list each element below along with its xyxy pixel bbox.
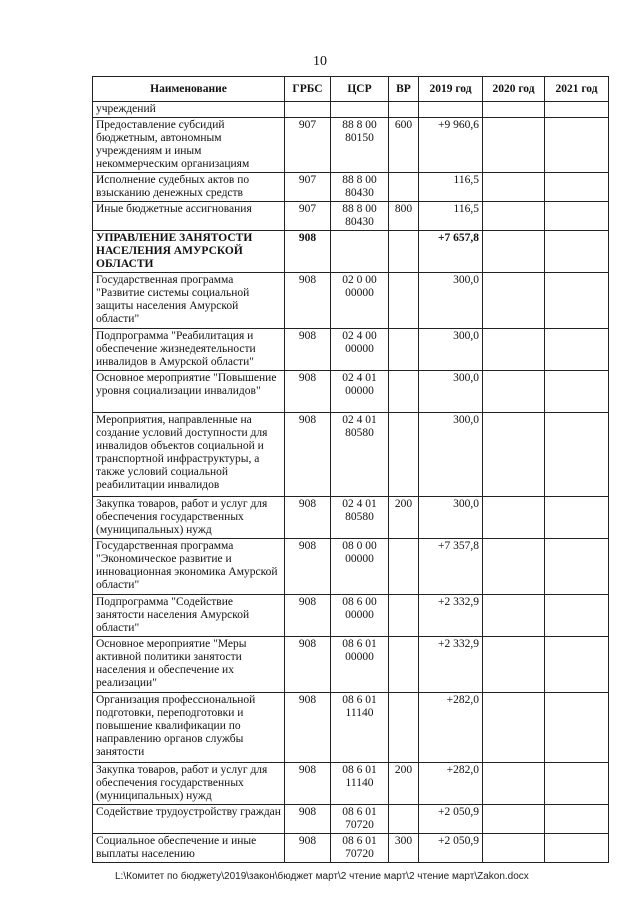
table-row bbox=[93, 231, 609, 273]
cell-name: Мероприятия, направленные на создание условий доступности для инвалидов объектов социальной и транспортной инфраструктуры, а также условий социальной реабилитации инвалидов bbox=[93, 413, 285, 497]
cell-grbs: 908 bbox=[285, 413, 331, 497]
cell-2020 bbox=[483, 371, 545, 413]
cell-vr bbox=[389, 637, 419, 693]
cell-name: Предоставление субсидий бюджетным, автономным учреждениям и иным некоммерческим организациям bbox=[93, 118, 285, 173]
cell-grbs: 908 bbox=[285, 763, 331, 805]
cell-grbs: 908 bbox=[285, 371, 331, 413]
table-row bbox=[93, 102, 609, 118]
cell-name: Подпрограмма "Содействие занятости населения Амурской области" bbox=[93, 595, 285, 637]
cell-vr: 600 bbox=[389, 118, 419, 173]
cell-2021 bbox=[545, 763, 609, 805]
cell-csr bbox=[331, 231, 389, 273]
cell-2020 bbox=[483, 693, 545, 763]
cell-name: учреждений bbox=[93, 102, 285, 118]
table-row bbox=[93, 763, 609, 805]
cell-grbs bbox=[285, 102, 331, 118]
table-row bbox=[93, 805, 609, 834]
cell-2019: 116,5 bbox=[419, 173, 483, 202]
cell-2020 bbox=[483, 102, 545, 118]
table-row bbox=[93, 273, 609, 329]
cell-2019: 300,0 bbox=[419, 413, 483, 497]
cell-2020 bbox=[483, 595, 545, 637]
cell-vr bbox=[389, 595, 419, 637]
table-row bbox=[93, 497, 609, 539]
cell-csr: 88 8 00 80150 bbox=[331, 118, 389, 173]
cell-2021 bbox=[545, 102, 609, 118]
cell-2019 bbox=[419, 102, 483, 118]
table-row bbox=[93, 637, 609, 693]
cell-csr: 02 4 01 00000 bbox=[331, 371, 389, 413]
cell-2019: 300,0 bbox=[419, 497, 483, 539]
cell-vr bbox=[389, 231, 419, 273]
cell-csr: 02 4 01 80580 bbox=[331, 497, 389, 539]
cell-grbs: 908 bbox=[285, 595, 331, 637]
cell-2020 bbox=[483, 763, 545, 805]
header-2021: 2021 год bbox=[545, 77, 609, 102]
cell-grbs: 907 bbox=[285, 202, 331, 231]
cell-csr bbox=[331, 102, 389, 118]
cell-vr bbox=[389, 102, 419, 118]
cell-csr: 08 6 01 11140 bbox=[331, 763, 389, 805]
cell-vr: 800 bbox=[389, 202, 419, 231]
cell-2020 bbox=[483, 539, 545, 595]
cell-2019: +9 960,6 bbox=[419, 118, 483, 173]
cell-2019: +2 050,9 bbox=[419, 834, 483, 863]
cell-2019: 300,0 bbox=[419, 371, 483, 413]
cell-vr bbox=[389, 273, 419, 329]
cell-vr bbox=[389, 413, 419, 497]
cell-2019: +7 357,8 bbox=[419, 539, 483, 595]
cell-2021 bbox=[545, 173, 609, 202]
cell-2020 bbox=[483, 834, 545, 863]
cell-vr bbox=[389, 805, 419, 834]
cell-name: Подпрограмма "Реабилитация и обеспечение жизнедеятельности инвалидов в Амурской области" bbox=[93, 329, 285, 371]
cell-2020 bbox=[483, 329, 545, 371]
cell-2020 bbox=[483, 273, 545, 329]
budget-table bbox=[92, 76, 609, 863]
cell-2021 bbox=[545, 231, 609, 273]
cell-csr: 02 4 00 00000 bbox=[331, 329, 389, 371]
cell-2019: 116,5 bbox=[419, 202, 483, 231]
table-row bbox=[93, 693, 609, 763]
cell-name: Исполнение судебных актов по взысканию денежных средств bbox=[93, 173, 285, 202]
cell-name: Государственная программа "Экономическое развитие и инновационная экономика Амурской области" bbox=[93, 539, 285, 595]
header-2020: 2020 год bbox=[483, 77, 545, 102]
cell-2019: +282,0 bbox=[419, 693, 483, 763]
table-body bbox=[93, 102, 609, 863]
cell-vr bbox=[389, 173, 419, 202]
cell-2021 bbox=[545, 595, 609, 637]
cell-name: УПРАВЛЕНИЕ ЗАНЯТОСТИ НАСЕЛЕНИЯ АМУРСКОЙ ОБЛАСТИ bbox=[93, 231, 285, 273]
cell-2019: +2 332,9 bbox=[419, 595, 483, 637]
cell-2019: +2 332,9 bbox=[419, 637, 483, 693]
cell-2021 bbox=[545, 497, 609, 539]
cell-vr: 200 bbox=[389, 763, 419, 805]
cell-csr: 08 0 00 00000 bbox=[331, 539, 389, 595]
cell-csr: 02 0 00 00000 bbox=[331, 273, 389, 329]
header-vr: ВР bbox=[389, 77, 419, 102]
cell-2021 bbox=[545, 329, 609, 371]
cell-grbs: 908 bbox=[285, 693, 331, 763]
cell-grbs: 908 bbox=[285, 805, 331, 834]
cell-csr: 08 6 01 70720 bbox=[331, 805, 389, 834]
cell-vr: 300 bbox=[389, 834, 419, 863]
table-row bbox=[93, 834, 609, 863]
cell-vr bbox=[389, 371, 419, 413]
cell-2019: 300,0 bbox=[419, 273, 483, 329]
cell-2020 bbox=[483, 805, 545, 834]
cell-vr: 200 bbox=[389, 497, 419, 539]
table-row bbox=[93, 413, 609, 497]
cell-2021 bbox=[545, 202, 609, 231]
table-row bbox=[93, 539, 609, 595]
cell-2021 bbox=[545, 413, 609, 497]
cell-name: Иные бюджетные ассигнования bbox=[93, 202, 285, 231]
cell-2021 bbox=[545, 637, 609, 693]
table-row bbox=[93, 595, 609, 637]
cell-2019: +7 657,8 bbox=[419, 231, 483, 273]
cell-2020 bbox=[483, 637, 545, 693]
cell-2020 bbox=[483, 173, 545, 202]
cell-2019: 300,0 bbox=[419, 329, 483, 371]
header-grbs: ГРБС bbox=[285, 77, 331, 102]
cell-grbs: 907 bbox=[285, 173, 331, 202]
cell-name: Социальное обеспечение и иные выплаты населению bbox=[93, 834, 285, 863]
cell-csr: 02 4 01 80580 bbox=[331, 413, 389, 497]
cell-2021 bbox=[545, 371, 609, 413]
cell-grbs: 908 bbox=[285, 231, 331, 273]
cell-vr bbox=[389, 539, 419, 595]
table-row bbox=[93, 329, 609, 371]
cell-csr: 08 6 00 00000 bbox=[331, 595, 389, 637]
cell-2020 bbox=[483, 202, 545, 231]
header-csr: ЦСР bbox=[331, 77, 389, 102]
cell-grbs: 908 bbox=[285, 329, 331, 371]
cell-2020 bbox=[483, 497, 545, 539]
cell-csr: 08 6 01 00000 bbox=[331, 637, 389, 693]
cell-2020 bbox=[483, 413, 545, 497]
cell-name: Государственная программа "Развитие системы социальной защиты населения Амурской области" bbox=[93, 273, 285, 329]
table-header-row bbox=[93, 77, 609, 102]
header-name: Наименование bbox=[93, 77, 285, 102]
table-row bbox=[93, 371, 609, 413]
cell-name: Содействие трудоустройству граждан bbox=[93, 805, 285, 834]
cell-2021 bbox=[545, 805, 609, 834]
cell-grbs: 908 bbox=[285, 834, 331, 863]
cell-2020 bbox=[483, 231, 545, 273]
table-row bbox=[93, 202, 609, 231]
cell-name: Закупка товаров, работ и услуг для обеспечения государственных (муниципальных) нужд bbox=[93, 763, 285, 805]
cell-csr: 88 8 00 80430 bbox=[331, 173, 389, 202]
cell-csr: 88 8 00 80430 bbox=[331, 202, 389, 231]
cell-vr bbox=[389, 693, 419, 763]
table-row bbox=[93, 118, 609, 173]
cell-grbs: 908 bbox=[285, 539, 331, 595]
cell-grbs: 908 bbox=[285, 637, 331, 693]
cell-2021 bbox=[545, 118, 609, 173]
cell-grbs: 908 bbox=[285, 497, 331, 539]
table-row bbox=[93, 173, 609, 202]
cell-2021 bbox=[545, 273, 609, 329]
cell-2021 bbox=[545, 539, 609, 595]
cell-grbs: 908 bbox=[285, 273, 331, 329]
cell-2021 bbox=[545, 834, 609, 863]
cell-csr: 08 6 01 70720 bbox=[331, 834, 389, 863]
cell-2020 bbox=[483, 118, 545, 173]
cell-2019: +2 050,9 bbox=[419, 805, 483, 834]
header-2019: 2019 год bbox=[419, 77, 483, 102]
page-number: 10 bbox=[313, 54, 327, 69]
cell-name: Закупка товаров, работ и услуг для обеспечения государственных (муниципальных) нужд bbox=[93, 497, 285, 539]
footer-file-path: L:\Комитет по бюджету\2019\закон\бюджет март\2 чтение март\2 чтение март\Zakon.docx bbox=[115, 871, 529, 882]
cell-name: Организация профессиональной подготовки, переподготовки и повышение квалификации по направлению органов службы занятости bbox=[93, 693, 285, 763]
cell-2021 bbox=[545, 693, 609, 763]
cell-csr: 08 6 01 11140 bbox=[331, 693, 389, 763]
cell-2019: +282,0 bbox=[419, 763, 483, 805]
cell-vr bbox=[389, 329, 419, 371]
cell-name: Основное мероприятие "Меры активной политики занятости населения и обеспечение их реализации" bbox=[93, 637, 285, 693]
cell-name: Основное мероприятие "Повышение уровня социализации инвалидов" bbox=[93, 371, 285, 413]
cell-grbs: 907 bbox=[285, 118, 331, 173]
